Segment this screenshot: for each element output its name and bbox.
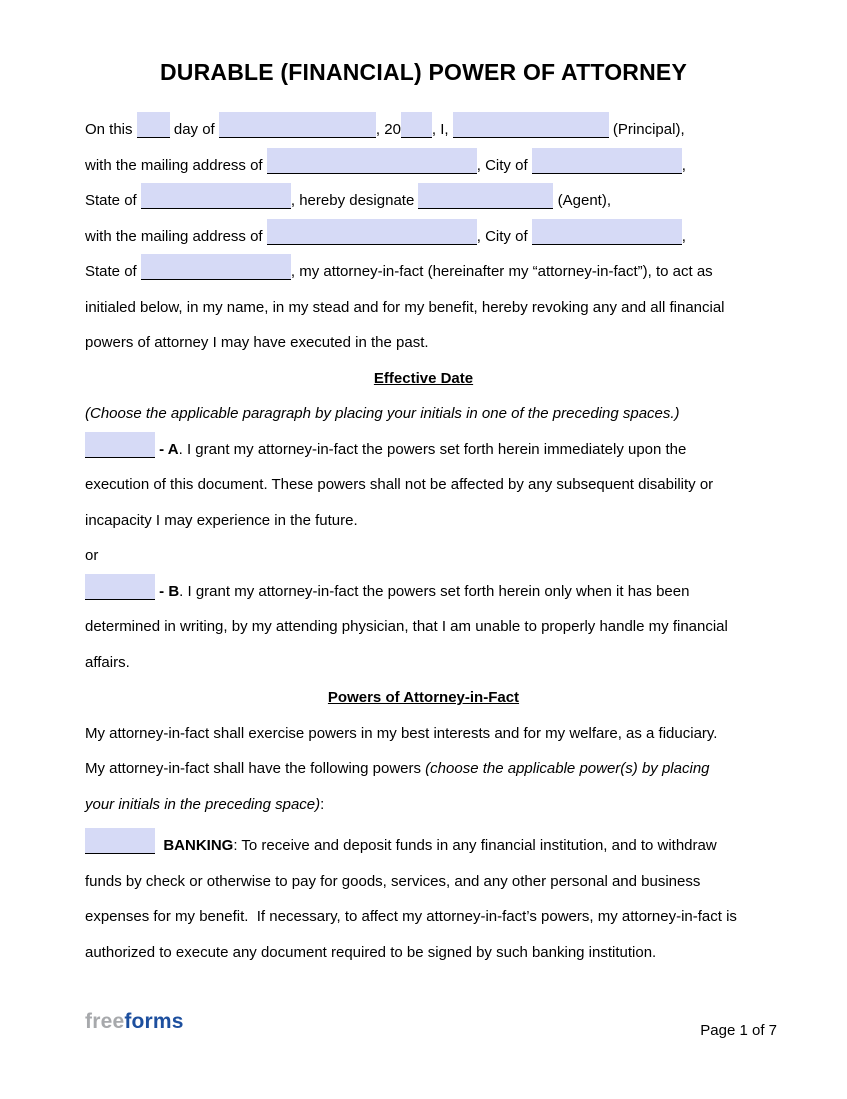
banking-line-3-text: expenses for my benefit. If necessary, to affect my attorney-in-fact’s powers, my attorney-in-fact is <box>85 908 737 925</box>
banking-line-3 <box>85 899 762 935</box>
intro-line-3-text: State of <box>85 192 141 209</box>
banking-line-2 <box>85 864 762 900</box>
option-b-line-1-text: - B <box>159 582 180 600</box>
powers-line-1 <box>85 716 762 752</box>
powers-line-3 <box>85 787 762 823</box>
intro-line-3 <box>85 183 762 219</box>
option-a-line-1-text: . I grant my attorney-in-fact the powers set forth herein immediately upon the <box>178 440 687 458</box>
option-b-initials-blank[interactable] <box>85 574 155 600</box>
year-blank[interactable] <box>401 112 432 138</box>
option-a-line-2 <box>85 467 762 503</box>
document-title: DURABLE (FINANCIAL) POWER OF ATTORNEY <box>160 59 687 85</box>
effective-date-instruction <box>85 396 762 432</box>
page-number: Page 1 of 7 <box>700 1022 777 1039</box>
option-b-line-1 <box>85 574 762 610</box>
effective-date-heading-text: Effective Date <box>373 369 474 387</box>
option-a-line-2-text: execution of this document. These powers shall not be affected by any subsequent disability or <box>85 476 714 493</box>
intro-line-2-text: , <box>681 156 686 174</box>
intro-line-2-text: , City of <box>476 156 532 174</box>
banking-line-1-text: BANKING <box>163 837 234 854</box>
powers-line-2-text: My attorney-in-fact shall have the following powers <box>85 760 426 777</box>
logo-free-text: free <box>85 1010 125 1033</box>
option-b-line-1-text: . I grant my attorney-in-fact the powers set forth herein only when it has been <box>179 582 690 600</box>
banking-line-1-text: : To receive and deposit funds in any financial institution, and to withdraw <box>233 837 717 854</box>
option-a-line-1-text: - A <box>159 440 179 458</box>
effective-date-heading <box>85 361 762 397</box>
intro-line-4-text: , City of <box>476 227 532 245</box>
intro-line-3-text: (Agent), <box>553 192 611 209</box>
intro-line-7 <box>85 325 762 361</box>
principal-state-blank[interactable] <box>141 183 291 209</box>
intro-line-2-text: with the mailing address of <box>85 156 267 174</box>
intro-line-5-text: State of <box>85 263 141 280</box>
powers-line-1-text: My attorney-in-fact shall exercise powers in my best interests and for my welfare, as a fiduciary. <box>85 724 718 742</box>
powers-line-3-text: : <box>320 795 325 813</box>
option-a-line-1 <box>85 432 762 468</box>
intro-line-1-text: (Principal), <box>608 121 685 138</box>
intro-line-2 <box>85 148 762 184</box>
principal-name-blank[interactable] <box>453 112 609 138</box>
or-line-text: or <box>85 547 99 564</box>
intro-line-4-text: , <box>681 227 686 245</box>
logo-forms-text: forms <box>124 1010 184 1033</box>
month-blank[interactable] <box>219 112 376 138</box>
intro-line-1-text: , I, <box>431 121 453 138</box>
powers-heading <box>85 680 762 716</box>
intro-line-1-text: On this <box>85 121 137 138</box>
intro-line-1 <box>85 112 762 148</box>
option-b-line-3 <box>85 645 762 681</box>
powers-line-3-text: your initials in the preceding space) <box>85 795 321 813</box>
principal-city-blank[interactable] <box>532 148 682 174</box>
option-a-initials-blank[interactable] <box>85 432 155 458</box>
intro-line-5 <box>85 254 762 290</box>
document-body <box>85 112 762 970</box>
intro-line-6-text: initialed below, in my name, in my stead and for my benefit, hereby revoking any and all financial <box>85 298 725 316</box>
intro-line-6 <box>85 290 762 326</box>
powers-line-2 <box>85 751 762 787</box>
agent-city-blank[interactable] <box>532 219 682 245</box>
intro-line-1-text: , 20 <box>375 121 401 138</box>
banking-line-4 <box>85 935 762 971</box>
banking-line-2-text: funds by check or otherwise to pay for goods, services, and any other personal and business <box>85 872 701 890</box>
agent-address-blank[interactable] <box>267 219 477 245</box>
intro-line-1-text: day of <box>169 121 219 138</box>
option-b-line-3-text: affairs. <box>85 653 130 671</box>
effective-date-instruction-text: (Choose the applicable paragraph by placing your initials in one of the preceding spaces.) <box>85 405 680 422</box>
powers-heading-text: Powers of Attorney-in-Fact <box>327 689 520 706</box>
agent-name-blank[interactable] <box>418 183 553 209</box>
option-b-line-2 <box>85 609 762 645</box>
banking-line-4-text: authorized to execute any document required to be signed by such banking institution. <box>85 943 657 961</box>
option-b-line-2-text: determined in writing, by my attending physician, that I am unable to properly handle my financial <box>85 618 728 635</box>
banking-initials-blank[interactable] <box>85 828 155 854</box>
principal-address-blank[interactable] <box>267 148 477 174</box>
intro-line-4-text: with the mailing address of <box>85 227 267 245</box>
or-line <box>85 538 762 574</box>
intro-line-5-text: , my attorney-in-fact (hereinafter my “attorney-in-fact”), to act as <box>290 263 713 280</box>
intro-line-3-text: , hereby designate <box>290 192 419 209</box>
option-a-line-3 <box>85 503 762 539</box>
banking-line-1 <box>85 828 762 864</box>
freeforms-logo <box>85 1010 184 1034</box>
intro-line-7-text: powers of attorney I may have executed in the past. <box>85 334 429 351</box>
agent-state-blank[interactable] <box>141 254 291 280</box>
intro-line-4 <box>85 219 762 255</box>
option-a-line-3-text: incapacity I may experience in the future. <box>85 511 358 529</box>
day-blank[interactable] <box>137 112 170 138</box>
powers-line-2-text: (choose the applicable power(s) by placing <box>425 760 710 777</box>
